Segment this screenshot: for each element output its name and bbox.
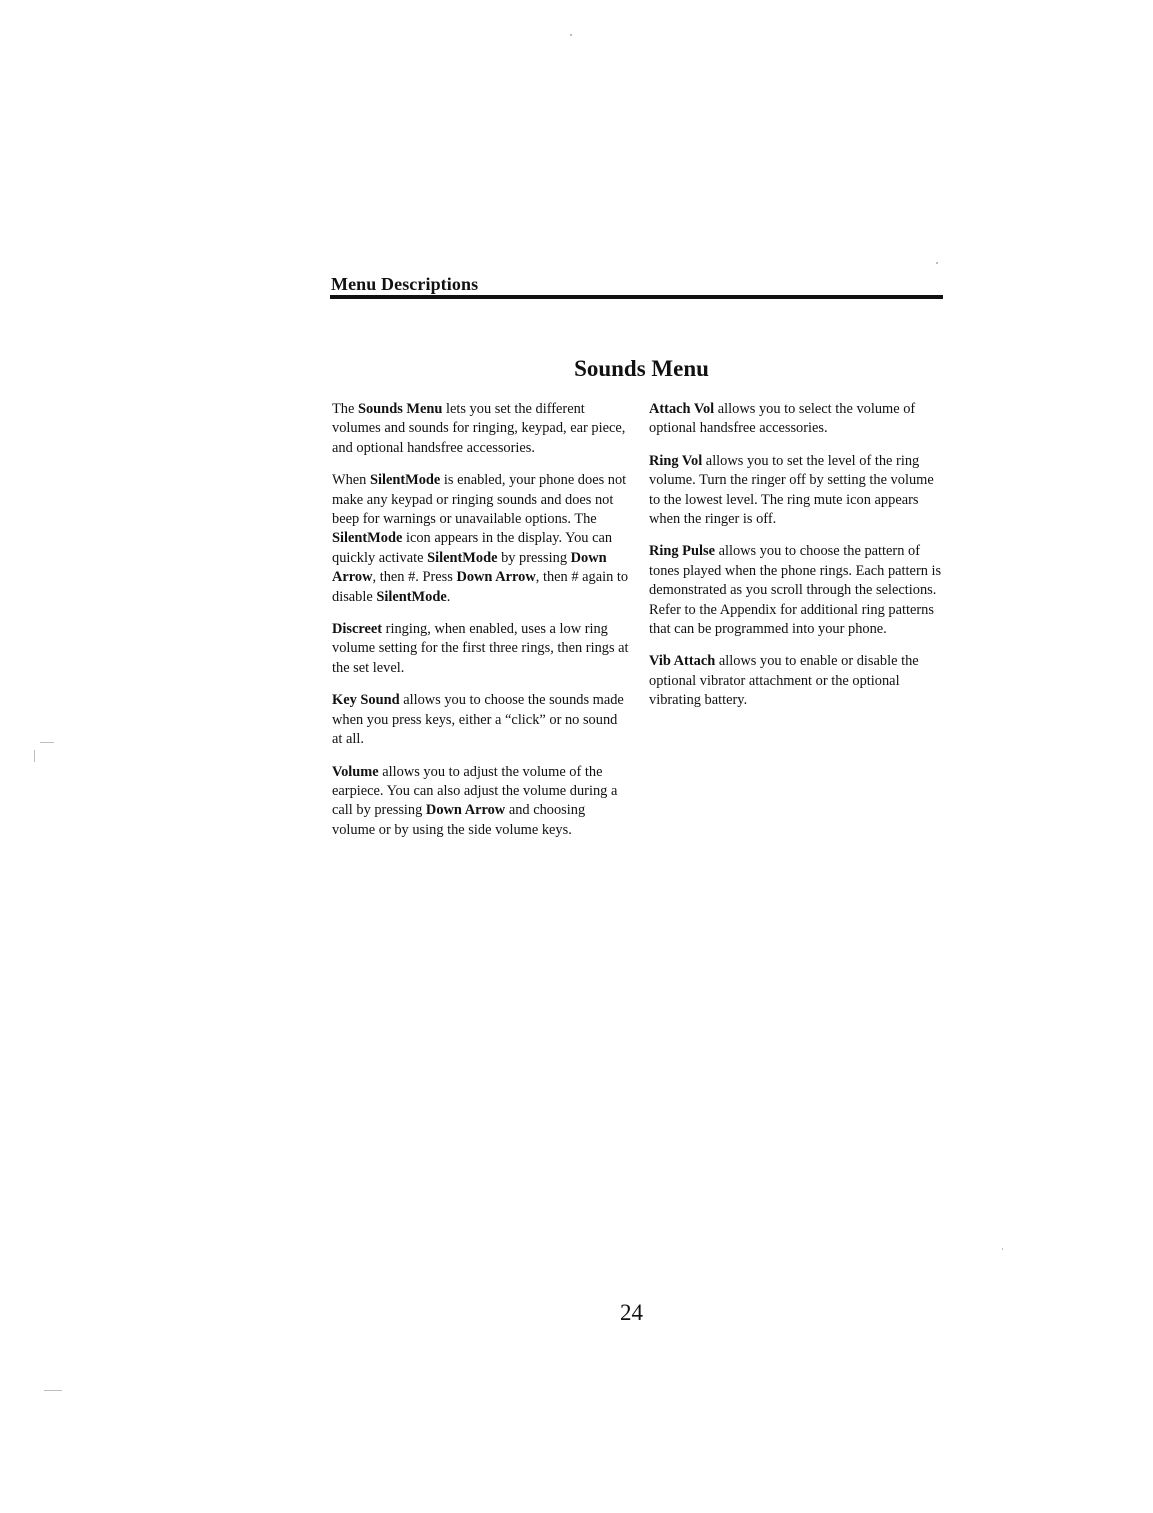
bold-term: Ring Vol bbox=[649, 452, 703, 469]
paragraph bbox=[332, 400, 630, 458]
bold-term: Down Arrow bbox=[456, 569, 536, 586]
bold-term: SilentMode bbox=[376, 588, 447, 605]
page-number: 24 bbox=[620, 1300, 643, 1325]
scan-speck bbox=[44, 1390, 62, 1391]
page-title bbox=[330, 356, 943, 382]
text-run: allows you to adjust the volume of the earpiece. You can also adjust the volume during a call by pressing bbox=[332, 763, 618, 819]
text-run: ringing, when enabled, uses a low ring volume setting for the first three rings, then rings at the set level. bbox=[332, 621, 629, 676]
bold-term: Ring Pulse bbox=[649, 543, 715, 560]
text-run: and choosing volume or by using the side volume keys. bbox=[332, 802, 586, 838]
left-column bbox=[332, 400, 630, 853]
section-header: Menu Descriptions bbox=[331, 274, 479, 294]
bold-term: Key Sound bbox=[332, 692, 400, 709]
paragraph bbox=[332, 471, 630, 607]
text-run: , then #. Press bbox=[372, 569, 457, 586]
scan-speck bbox=[40, 742, 54, 743]
bold-term: Attach Vol bbox=[649, 401, 715, 417]
text-run: allows you to set the level of the ring volume. Turn the ringer off by setting the volume to the lowest level. The ring mute icon appears when the ringer is off. bbox=[649, 452, 934, 528]
text-run: icon appears in the display. You can quickly activate bbox=[332, 530, 613, 566]
text-run: allows you to choose the sounds made when you press keys, either a “click” or no sound at all. bbox=[332, 692, 624, 748]
paragraph bbox=[649, 452, 947, 530]
text-run: , then # again to disable bbox=[332, 569, 629, 605]
scan-speck bbox=[936, 262, 938, 264]
paragraph bbox=[649, 652, 947, 710]
text-run: allows you to choose the pattern of tones played when the phone rings. Each pattern is demonstrated as you scroll through the selections. Refer to the Appendix for additional ring patterns that can be programmed into your phone. bbox=[649, 543, 942, 638]
bold-term: Vib Attach bbox=[649, 653, 716, 670]
text-run: is enabled, your phone does not make any keypad or ringing sounds and does not beep for warnings or unavailable options. The bbox=[332, 472, 627, 528]
header-rule bbox=[330, 295, 943, 299]
text-run: allows you to select the volume of optional handsfree accessories. bbox=[649, 401, 916, 437]
text-run: allows you to enable or disable the optional vibrator attachment or the optional vibrating battery. bbox=[649, 653, 919, 709]
bold-term: SilentMode bbox=[427, 549, 498, 566]
paragraph bbox=[332, 691, 630, 749]
text-run: . bbox=[446, 588, 451, 605]
bold-term: Down Arrow bbox=[332, 549, 607, 586]
bold-term: SilentMode bbox=[369, 472, 441, 489]
scan-speck bbox=[34, 750, 35, 762]
right-column bbox=[649, 400, 947, 724]
paragraph bbox=[649, 542, 947, 639]
text-run: When bbox=[332, 472, 370, 489]
bold-term: Volume bbox=[332, 763, 379, 780]
text-run: by pressing bbox=[497, 549, 571, 566]
paragraph bbox=[332, 763, 630, 841]
paragraph bbox=[332, 620, 630, 678]
bold-term: Down Arrow bbox=[425, 802, 506, 819]
text-run: lets you set the different volumes and sounds for ringing, keypad, ear piece, and optional handsfree accessories. bbox=[332, 401, 626, 456]
page-title-text: Sounds Menu bbox=[574, 356, 709, 381]
scan-speck bbox=[1002, 1248, 1003, 1250]
bold-term: Discreet bbox=[332, 621, 383, 638]
scan-speck bbox=[570, 34, 572, 36]
paragraph bbox=[649, 400, 947, 439]
bold-term: SilentMode bbox=[332, 530, 403, 547]
text-run: The bbox=[332, 401, 358, 417]
bold-term: Sounds Menu bbox=[357, 401, 443, 417]
